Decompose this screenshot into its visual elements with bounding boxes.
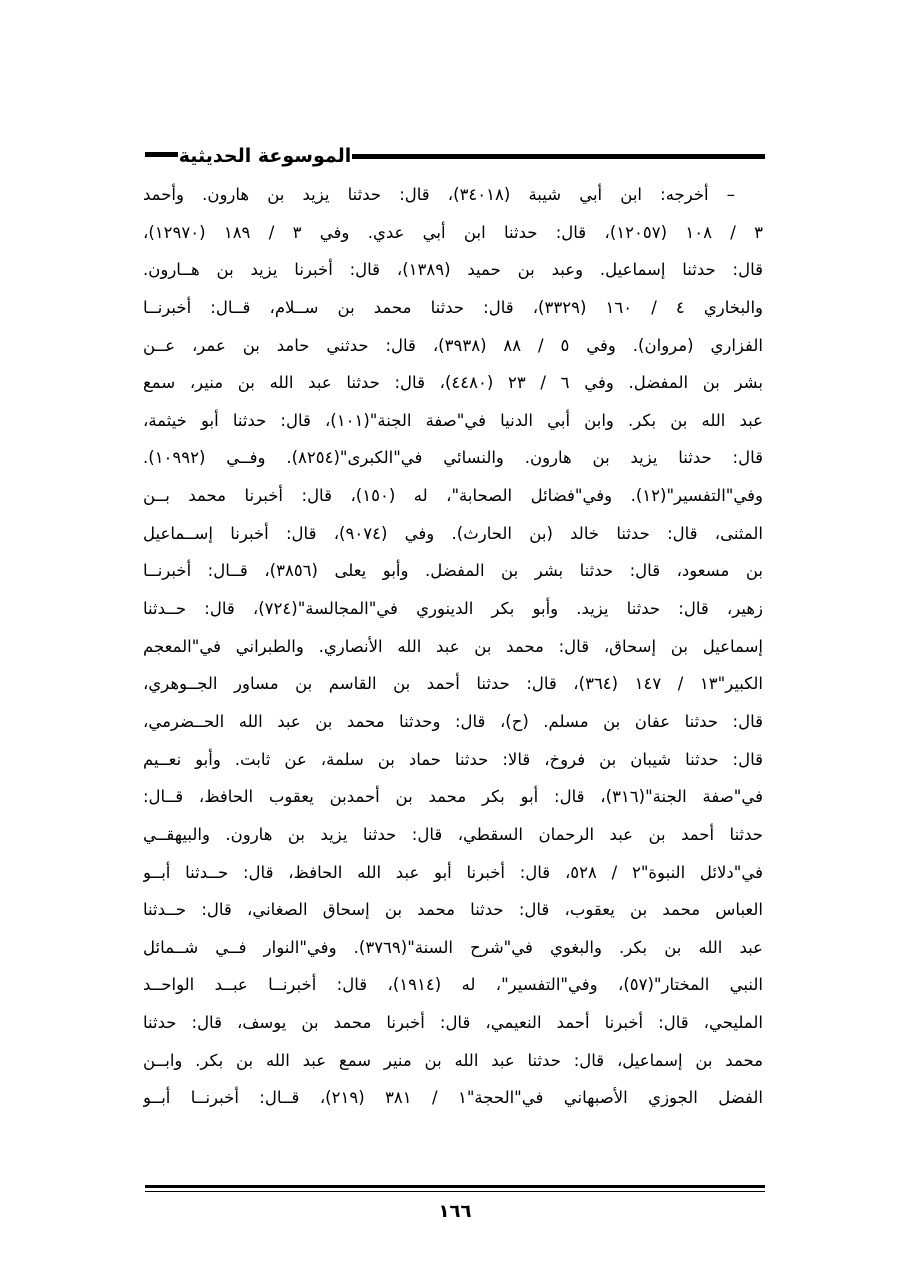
text-line: بشر بن المفضل. وفي ٦ / ٢٣ (٤٤٨٠)، قال: حدثنا عبد الله بن منير، سمع	[143, 373, 763, 393]
text-line: والبخاري ٤ / ١٦٠ (٣٣٢٩)، قال: حدثنا محمد بن ســلام، قــال: أخبرنــا	[143, 297, 763, 317]
text-line: إسماعيل بن إسحاق، قال: محمد بن عبد الله الأنصاري. والطبراني في"المعجم	[143, 636, 763, 656]
text-line: حدثنا أحمد بن عبد الرحمان السقطي، قال: حدثنا يزيد بن هارون. والبيهقــي	[143, 824, 763, 844]
text-line: – أخرجه: ابن أبي شيبة (٣٤٠١٨)، قال: حدثنا يزيد بن هارون. وأحمد	[143, 185, 736, 204]
text-line: وفي"التفسير"(١٢). وفي"فضائل الصحابة"، له (١٥٠)، قال: أخبرنا محمد بــن	[143, 486, 763, 506]
text-line: النبي المختار"(٥٧)، وفي"التفسير"، له (١٩١٤)، قال: أخبرنــا عبــد الواحــد	[143, 975, 763, 995]
page-number: ١٦٦	[438, 1201, 472, 1222]
text-line: عبد الله بن بكر. وابن أبي الدنيا في"صفة الجنة"(١٠١)، قال: حدثنا أبو خيثمة،	[143, 410, 763, 430]
page-header	[145, 138, 765, 178]
text-line: العباس محمد بن يعقوب، قال: حدثنا محمد بن إسحاق الصغاني، قال: حــدثنا	[143, 900, 763, 920]
text-line: بن مسعود، قال: حدثنا بشر بن المفضل. وأبو يعلى (٣٨٥٦)، قــال: أخبرنــا	[143, 561, 763, 581]
text-line: الكبير"١٣ / ١٤٧ (٣٦٤)، قال: حدثنا أحمد بن القاسم بن مساور الجــوهري،	[143, 674, 763, 694]
footer-rule-thin	[145, 1191, 765, 1192]
text-line: المثنى، قال: حدثنا خالد (بن الحارث). وفي (٩٠٧٤)، قال: أخبرنا إســماعيل	[143, 523, 763, 543]
text-line: قال: حدثنا يزيد بن هارون. والنسائي في"الكبرى"(٨٢٥٤). وفــي (١٠٩٩٢).	[143, 448, 763, 468]
text-line: ٣ / ١٠٨ (١٢٠٥٧)، قال: حدثنا ابن أبي عدي. وفي ٣ / ١٨٩ (١٢٩٧٠)،	[143, 222, 763, 242]
text-line: الفزاري (مروان). وفي ٥ / ٨٨ (٣٩٣٨)، قال: حدثني حامد بن عمر، عــن	[143, 335, 763, 355]
header-rule-right	[352, 154, 765, 159]
text-line: قال: حدثنا شيبان بن فروخ، قالا: حدثنا حماد بن سلمة، عن ثابت. وأبو نعــيم	[143, 749, 763, 769]
text-line: محمد بن إسماعيل، قال: حدثنا عبد الله بن منير سمع عبد الله بن بكر. وابــن	[143, 1050, 763, 1070]
text-line: في"دلائل النبوة"٢ / ٥٢٨، قال: أخبرنا أبو عبد الله الحافظ، قال: حــدثنا أبــو	[143, 862, 763, 882]
body-text	[143, 176, 763, 1117]
page-title: الموسوعة الحديثية	[178, 145, 352, 167]
text-line: عبد الله بن بكر. والبغوي في"شرح السنة"(٣٧٦٩). وفي"النوار فــي شــمائل	[143, 937, 763, 957]
text-line: قال: حدثنا عفان بن مسلم. (ح)، قال: وحدثنا محمد بن عبد الله الحــضرمي،	[143, 711, 763, 731]
text-line: زهير، قال: حدثنا يزيد. وأبو بكر الدينوري في"المجالسة"(٧٢٤)، قال: حــدثنا	[143, 599, 763, 619]
text-line: الفضل الجوزي الأصبهاني في"الحجة"١ / ٣٨١ (٢١٩)، قــال: أخبرنــا أبــو	[143, 1088, 763, 1108]
text-line: المليحي، قال: أخبرنا أحمد النعيمي، قال: أخبرنا محمد بن يوسف، قال: حدثنا	[143, 1013, 763, 1033]
header-rule-left	[145, 152, 178, 157]
footer-rule-thick	[145, 1185, 765, 1188]
text-line: في"صفة الجنة"(٣١٦)، قال: أبو بكر محمد بن أحمدبن يعقوب الحافظ، قــال:	[143, 787, 763, 807]
text-line: قال: حدثنا إسماعيل. وعبد بن حميد (١٣٨٩)، قال: أخبرنا يزيد بن هــارون.	[143, 260, 763, 280]
